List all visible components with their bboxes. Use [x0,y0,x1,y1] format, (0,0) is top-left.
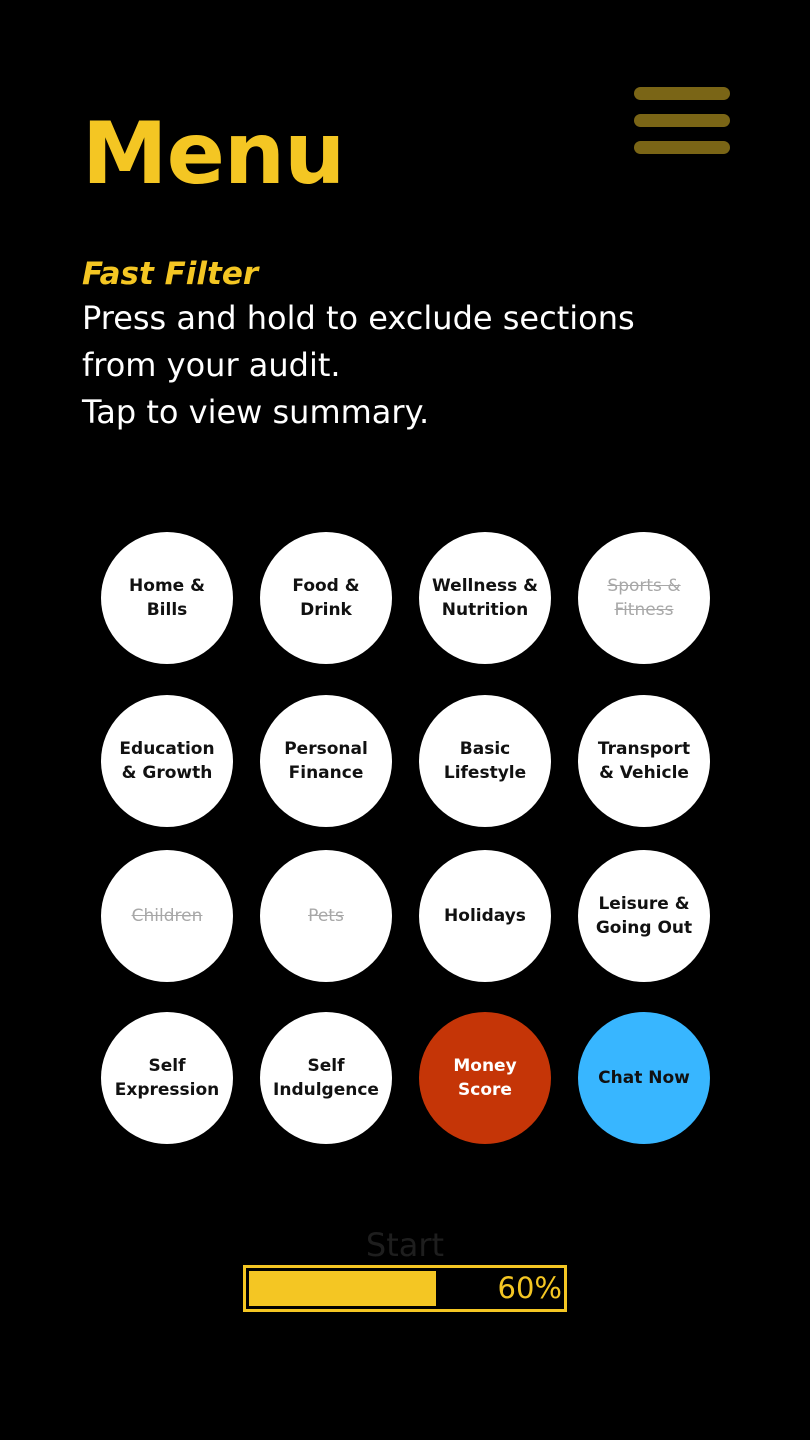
section-children[interactable] [101,850,233,982]
section-label: Sports & Fitness [607,576,681,620]
menu-bar-top [634,87,730,100]
hamburger-menu-icon[interactable] [634,87,730,155]
instruction-line: from your audit. [82,346,341,384]
section-sports-fitness[interactable] [578,532,710,664]
menu-bar-bottom [634,141,730,154]
section-leisure-going-out[interactable] [578,850,710,982]
section-self-expression[interactable] [101,1012,233,1144]
page-title: Menu [82,104,345,204]
money-score-button[interactable] [419,1012,551,1144]
section-food-drink[interactable] [260,532,392,664]
chat-now-button[interactable] [578,1012,710,1144]
section-education-growth[interactable] [101,695,233,827]
section-holidays[interactable] [419,850,551,982]
section-self-indulgence[interactable] [260,1012,392,1144]
section-label: Children [131,906,203,926]
section-label: Self Expression [114,1056,220,1100]
section-label: Leisure & Going Out [595,894,693,938]
section-label: Basic Lifestyle [443,739,527,783]
section-label: Wellness & Nutrition [432,576,538,620]
section-pets[interactable] [260,850,392,982]
section-wellness-nutrition[interactable] [419,532,551,664]
section-label: Pets [308,906,344,926]
start-label: Start [365,1226,445,1264]
section-transport-vehicle[interactable] [578,695,710,827]
section-home-bills[interactable] [101,532,233,664]
section-label: Personal Finance [284,739,368,783]
progress-fill [249,1271,436,1306]
section-label: Food & Drink [292,576,360,620]
instructions [82,253,762,436]
progress-bar [243,1265,567,1312]
section-label: Transport & Vehicle [597,739,691,783]
section-label: Home & Bills [129,576,205,620]
section-label: Self Indulgence [273,1056,379,1100]
section-personal-finance[interactable] [260,695,392,827]
section-label: Holidays [444,906,526,926]
section-label: Education & Growth [119,739,215,783]
menu-bar-middle [634,114,730,127]
instruction-line: Tap to view summary. [82,393,430,431]
instruction-line: Press and hold to exclude sections [82,299,635,337]
progress-percent: 60% [497,1271,562,1305]
chat-now-label: Chat Now [598,1068,690,1088]
section-basic-lifestyle[interactable] [419,695,551,827]
fast-filter-heading: Fast Filter [82,256,259,292]
money-score-label: Money Score [453,1056,517,1100]
section-grid [101,532,710,1145]
